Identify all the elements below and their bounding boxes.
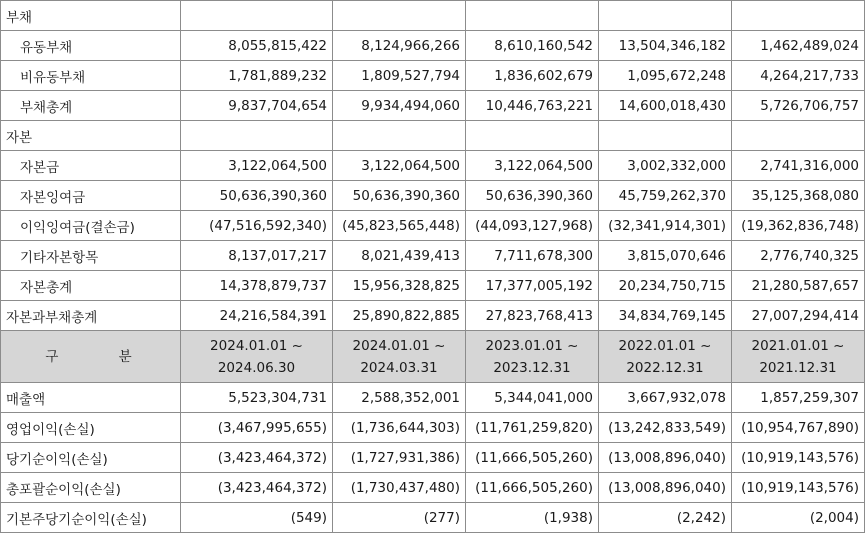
row-label: 기본주당기순이익(손실): [1, 503, 181, 533]
value-cell: (10,919,143,576): [732, 473, 865, 503]
table-row: [1, 503, 865, 533]
period-to: 2021.12.31: [759, 359, 837, 376]
row-label: 자본과부채총계: [1, 301, 181, 331]
period-header-row: [1, 331, 865, 383]
period-header-cell: [732, 331, 865, 383]
period-from: 2023.01.01 ~: [485, 337, 579, 354]
table-row: [1, 473, 865, 503]
value-cell: 3,122,064,500: [333, 151, 466, 181]
financial-summary-body: [1, 1, 865, 533]
period-header-cell: [466, 331, 599, 383]
row-label: 자본잉여금: [1, 181, 181, 211]
value-cell: 35,125,368,080: [732, 181, 865, 211]
value-cell: 8,124,966,266: [333, 31, 466, 61]
value-cell: (277): [333, 503, 466, 533]
section-row-liabilities: [1, 1, 865, 31]
value-cell: 3,002,332,000: [599, 151, 732, 181]
value-cell: 1,095,672,248: [599, 61, 732, 91]
value-cell: 17,377,005,192: [466, 271, 599, 301]
value-cell: 45,759,262,370: [599, 181, 732, 211]
period-header-cell: [599, 331, 732, 383]
value-cell: 3,667,932,078: [599, 383, 732, 413]
value-cell: 10,446,763,221: [466, 91, 599, 121]
value-cell: 21,280,587,657: [732, 271, 865, 301]
value-cell: 1,809,527,794: [333, 61, 466, 91]
header-label: 구 분: [1, 331, 181, 383]
value-cell: (3,423,464,372): [181, 443, 333, 473]
period-from: 2021.01.01 ~: [751, 337, 845, 354]
value-cell: 1,836,602,679: [466, 61, 599, 91]
period-to: 2022.12.31: [626, 359, 704, 376]
value-cell: 9,837,704,654: [181, 91, 333, 121]
period-to: 2024.03.31: [360, 359, 438, 376]
value-cell: (3,423,464,372): [181, 473, 333, 503]
row-label: 유동부채: [1, 31, 181, 61]
period-from: 2024.01.01 ~: [210, 337, 303, 354]
table-row: [1, 151, 865, 181]
period-to: 2024.06.30: [217, 359, 296, 376]
value-cell: 4,264,217,733: [732, 61, 865, 91]
table-row: [1, 271, 865, 301]
period-header-cell: [333, 331, 466, 383]
total-row: [1, 301, 865, 331]
value-cell: (10,919,143,576): [732, 443, 865, 473]
value-cell: (13,008,896,040): [599, 443, 732, 473]
value-cell: 7,711,678,300: [466, 241, 599, 271]
value-cell: 20,234,750,715: [599, 271, 732, 301]
value-cell: (2,004): [732, 503, 865, 533]
value-cell: 50,636,390,360: [333, 181, 466, 211]
table-row: [1, 61, 865, 91]
period-header-cell: [181, 331, 333, 383]
empty-cell: [599, 1, 732, 31]
value-cell: (45,823,565,448): [333, 211, 466, 241]
table-row: [1, 91, 865, 121]
row-label: 자본총계: [1, 271, 181, 301]
value-cell: (13,008,896,040): [599, 473, 732, 503]
empty-cell: [466, 1, 599, 31]
period-from: 2024.01.01 ~: [352, 337, 446, 354]
value-cell: 27,007,294,414: [732, 301, 865, 331]
row-label: 영업이익(손실): [1, 413, 181, 443]
value-cell: 3,122,064,500: [466, 151, 599, 181]
value-cell: 14,378,879,737: [181, 271, 333, 301]
value-cell: 2,588,352,001: [333, 383, 466, 413]
row-label: 기타자본항목: [1, 241, 181, 271]
value-cell: 2,776,740,325: [732, 241, 865, 271]
value-cell: 8,055,815,422: [181, 31, 333, 61]
table-row: [1, 181, 865, 211]
value-cell: (10,954,767,890): [732, 413, 865, 443]
empty-cell: [333, 1, 466, 31]
table-row: [1, 443, 865, 473]
section-title: 부채: [1, 1, 181, 31]
value-cell: (1,727,931,386): [333, 443, 466, 473]
value-cell: 50,636,390,360: [181, 181, 333, 211]
row-label: 총포괄순이익(손실): [1, 473, 181, 503]
value-cell: (549): [181, 503, 333, 533]
value-cell: 9,934,494,060: [333, 91, 466, 121]
empty-cell: [732, 1, 865, 31]
value-cell: (13,242,833,549): [599, 413, 732, 443]
row-label: 이익잉여금(결손금): [1, 211, 181, 241]
value-cell: (1,736,644,303): [333, 413, 466, 443]
empty-cell: [732, 121, 865, 151]
value-cell: 5,344,041,000: [466, 383, 599, 413]
empty-cell: [333, 121, 466, 151]
period-from: 2022.01.01 ~: [618, 337, 712, 354]
value-cell: 14,600,018,430: [599, 91, 732, 121]
value-cell: (47,516,592,340): [181, 211, 333, 241]
value-cell: 25,890,822,885: [333, 301, 466, 331]
empty-cell: [181, 121, 333, 151]
value-cell: (2,242): [599, 503, 732, 533]
value-cell: (19,362,836,748): [732, 211, 865, 241]
table-row: [1, 383, 865, 413]
value-cell: 1,462,489,024: [732, 31, 865, 61]
value-cell: 15,956,328,825: [333, 271, 466, 301]
empty-cell: [466, 121, 599, 151]
value-cell: 27,823,768,413: [466, 301, 599, 331]
value-cell: 5,726,706,757: [732, 91, 865, 121]
value-cell: 8,610,160,542: [466, 31, 599, 61]
row-label: 부채총계: [1, 91, 181, 121]
value-cell: (1,730,437,480): [333, 473, 466, 503]
value-cell: 8,021,439,413: [333, 241, 466, 271]
value-cell: 3,122,064,500: [181, 151, 333, 181]
value-cell: (11,666,505,260): [466, 473, 599, 503]
section-row-equity: [1, 121, 865, 151]
value-cell: 34,834,769,145: [599, 301, 732, 331]
value-cell: 50,636,390,360: [466, 181, 599, 211]
table-row: [1, 413, 865, 443]
table-row: [1, 211, 865, 241]
row-label: 자본금: [1, 151, 181, 181]
section-title: 자본: [1, 121, 181, 151]
row-label: 당기순이익(손실): [1, 443, 181, 473]
value-cell: 2,741,316,000: [732, 151, 865, 181]
empty-cell: [181, 1, 333, 31]
row-label: 매출액: [1, 383, 181, 413]
value-cell: 5,523,304,731: [181, 383, 333, 413]
value-cell: (1,938): [466, 503, 599, 533]
row-label: 비유동부채: [1, 61, 181, 91]
value-cell: 8,137,017,217: [181, 241, 333, 271]
value-cell: 1,781,889,232: [181, 61, 333, 91]
value-cell: (32,341,914,301): [599, 211, 732, 241]
period-to: 2023.12.31: [493, 359, 571, 376]
value-cell: 1,857,259,307: [732, 383, 865, 413]
empty-cell: [599, 121, 732, 151]
value-cell: (44,093,127,968): [466, 211, 599, 241]
value-cell: 13,504,346,182: [599, 31, 732, 61]
value-cell: (3,467,995,655): [181, 413, 333, 443]
table-row: [1, 241, 865, 271]
value-cell: 3,815,070,646: [599, 241, 732, 271]
value-cell: 24,216,584,391: [181, 301, 333, 331]
table-row: [1, 31, 865, 61]
value-cell: (11,761,259,820): [466, 413, 599, 443]
value-cell: (11,666,505,260): [466, 443, 599, 473]
